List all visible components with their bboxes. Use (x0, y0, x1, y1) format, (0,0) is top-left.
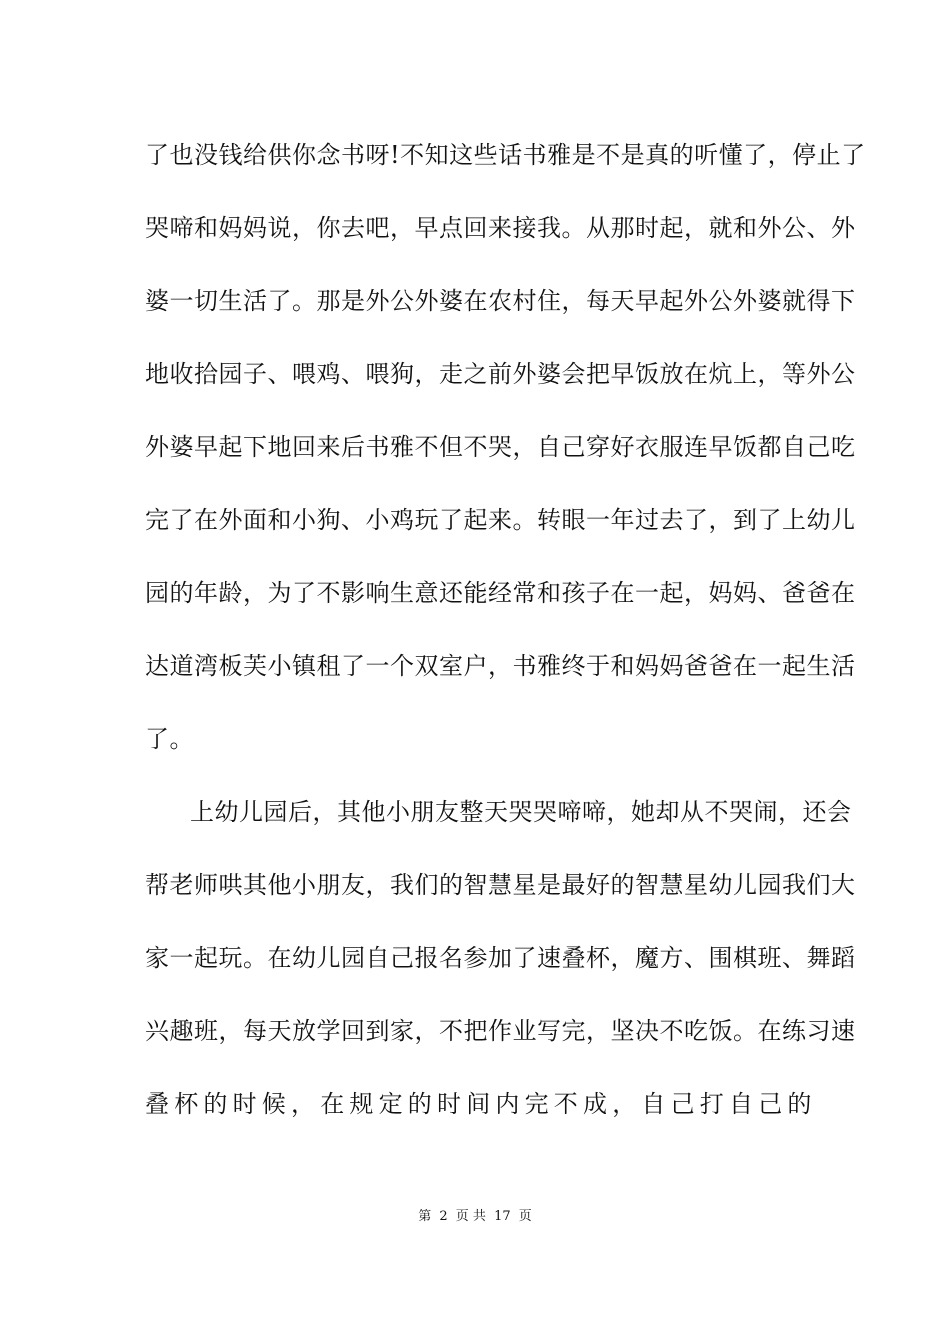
paragraph-start-line: 上幼儿园后，其他小朋友整天哭哭啼啼，她却从不哭闹，还会 (190, 798, 852, 826)
footer-suffix: 页 (518, 1209, 532, 1224)
text-line-13: 兴趣班，每天放学回到家，不把作业写完，坚决不吃饭。在练习速 (145, 1017, 856, 1045)
page-footer (0, 1208, 950, 1226)
text-line-2: 哭啼和妈妈说，你去吧，早点回来接我。从那时起，就和外公、外 (145, 214, 856, 242)
text-line-5: 外婆早起下地回来后书雅不但不哭，自己穿好衣服连早饭都自己吃 (145, 433, 856, 461)
text-line-8: 达道湾板芙小镇租了一个双室户，书雅终于和妈妈爸爸在一起生活 (145, 652, 856, 680)
text-line-6: 完了在外面和小狗、小鸡玩了起来。转眼一年过去了，到了上幼儿 (145, 506, 856, 534)
text-line-9: 了。 (145, 725, 194, 753)
text-line-14: 叠杯的时候，在规定的时间内完不成，自己打自己的 (145, 1090, 817, 1118)
text-line-11: 帮老师哄其他小朋友，我们的智慧星是最好的智慧星幼儿园我们大 (145, 871, 856, 899)
footer-mid: 页 共 (455, 1209, 486, 1224)
footer-total-pages: 17 (494, 1209, 511, 1224)
text-line-12: 家一起玩。在幼儿园自己报名参加了速叠杯，魔方、围棋班、舞蹈 (145, 944, 856, 972)
footer-page-number: 2 (439, 1209, 448, 1224)
text-line-3: 婆一切生活了。那是外公外婆在农村住，每天早起外公外婆就得下 (145, 287, 856, 315)
footer-prefix: 第 (418, 1209, 432, 1224)
text-line-1: 了也没钱给供你念书呀!不知这些话书雅是不是真的听懂了，停止了 (145, 141, 866, 169)
text-line-7: 园的年龄，为了不影响生意还能经常和孩子在一起，妈妈、爸爸在 (145, 579, 856, 607)
text-line-4: 地收拾园子、喂鸡、喂狗，走之前外婆会把早饭放在炕上，等外公 (145, 360, 856, 388)
